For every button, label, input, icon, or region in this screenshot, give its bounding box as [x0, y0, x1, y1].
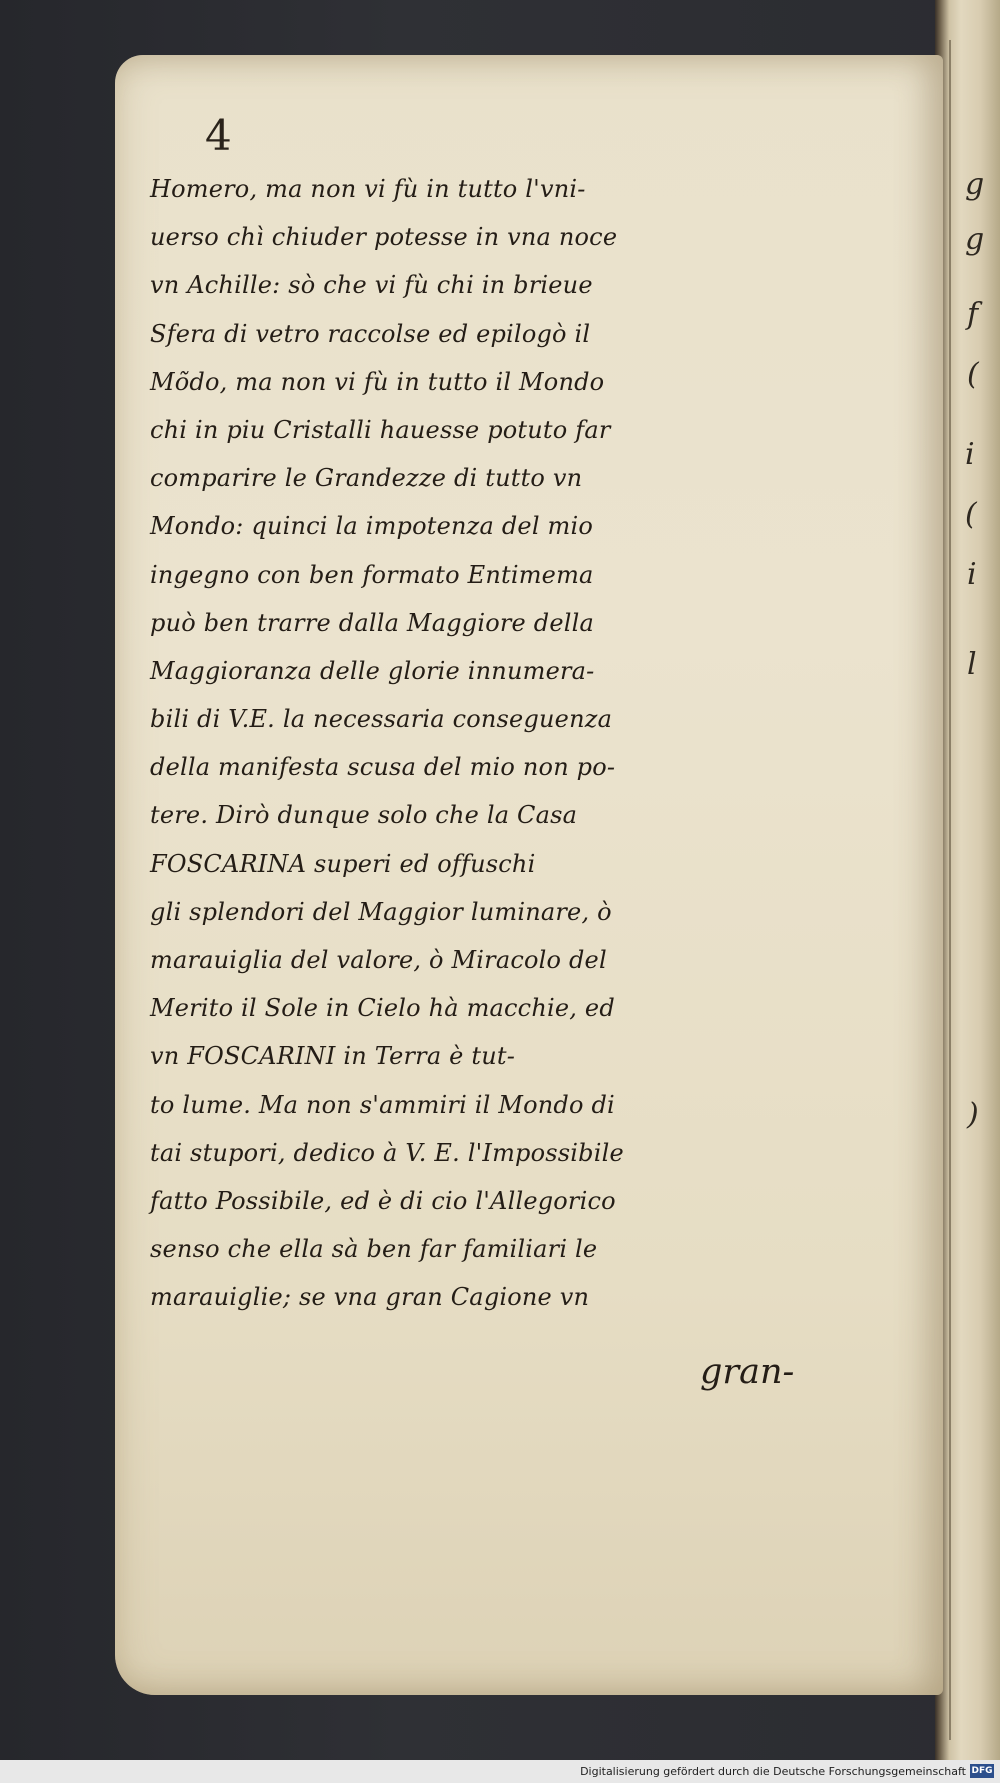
page-number: 4 — [205, 111, 232, 160]
text-line: vn Achille: sò che vi fù chi in brieue — [150, 271, 593, 300]
text-line: della manifesta scusa del mio non po- — [150, 753, 616, 782]
text-line: marauiglie; se vna gran Cagione vn — [150, 1283, 590, 1312]
text-line: comparire le Grandezze di tutto vn — [150, 464, 583, 493]
text-line: chi in piu Cristalli hauesse potuto far — [150, 415, 611, 444]
text-line: gli splendori del Maggior luminare, ò — [150, 897, 612, 926]
text-line: Homero, ma non vi fù in tutto l'vni- — [150, 175, 586, 203]
text-line: to lume. Ma non s'ammiri il Mondo di — [150, 1090, 615, 1119]
text-line: FOSCARINA superi ed offuschi — [150, 849, 536, 878]
dfg-logo: DFG — [971, 1766, 993, 1776]
catchword: gran- — [700, 1352, 795, 1392]
text-line: Mondo: quinci la impotenza del mio — [150, 512, 594, 541]
text-line: può ben trarre dalla Maggiore della — [150, 608, 594, 637]
text-line: senso che ella sà ben far familiari le — [150, 1235, 598, 1264]
adjacent-page-edge: g g f ( i ( i l ) — [935, 0, 1000, 1760]
text-line: tai stupori, dedico à V. E. l'Impossibile — [150, 1138, 624, 1167]
text-line: tere. Dirò dunque solo che la Casa — [150, 801, 578, 830]
text-line: Merito il Sole in Cielo hà macchie, ed — [150, 994, 615, 1023]
page-text — [150, 165, 890, 1322]
text-line: marauiglia del valore, ò Miracolo del — [150, 946, 607, 974]
text-line: fatto Possibile, ed è di cio l'Allegorico — [150, 1186, 616, 1215]
text-line: bili di V.E. la necessaria conseguenza — [150, 705, 613, 734]
text-line: Sfera di vetro raccolse ed epilogò il — [150, 319, 591, 348]
text-line: Mõdo, ma non vi fù in tutto il Mondo — [150, 367, 605, 396]
text-line: ingegno con ben formato Entimema — [150, 560, 594, 589]
text-line: vn FOSCARINI in Terra è tut- — [150, 1042, 516, 1071]
text-line: Maggioranza delle glorie innumera- — [150, 656, 595, 685]
footer-credit: Digitalisierung gefördert durch die Deutsche Forschungsgemeinschaft — [580, 1765, 966, 1778]
text-line: uerso chì chiuder potesse in vna noce — [150, 223, 618, 252]
